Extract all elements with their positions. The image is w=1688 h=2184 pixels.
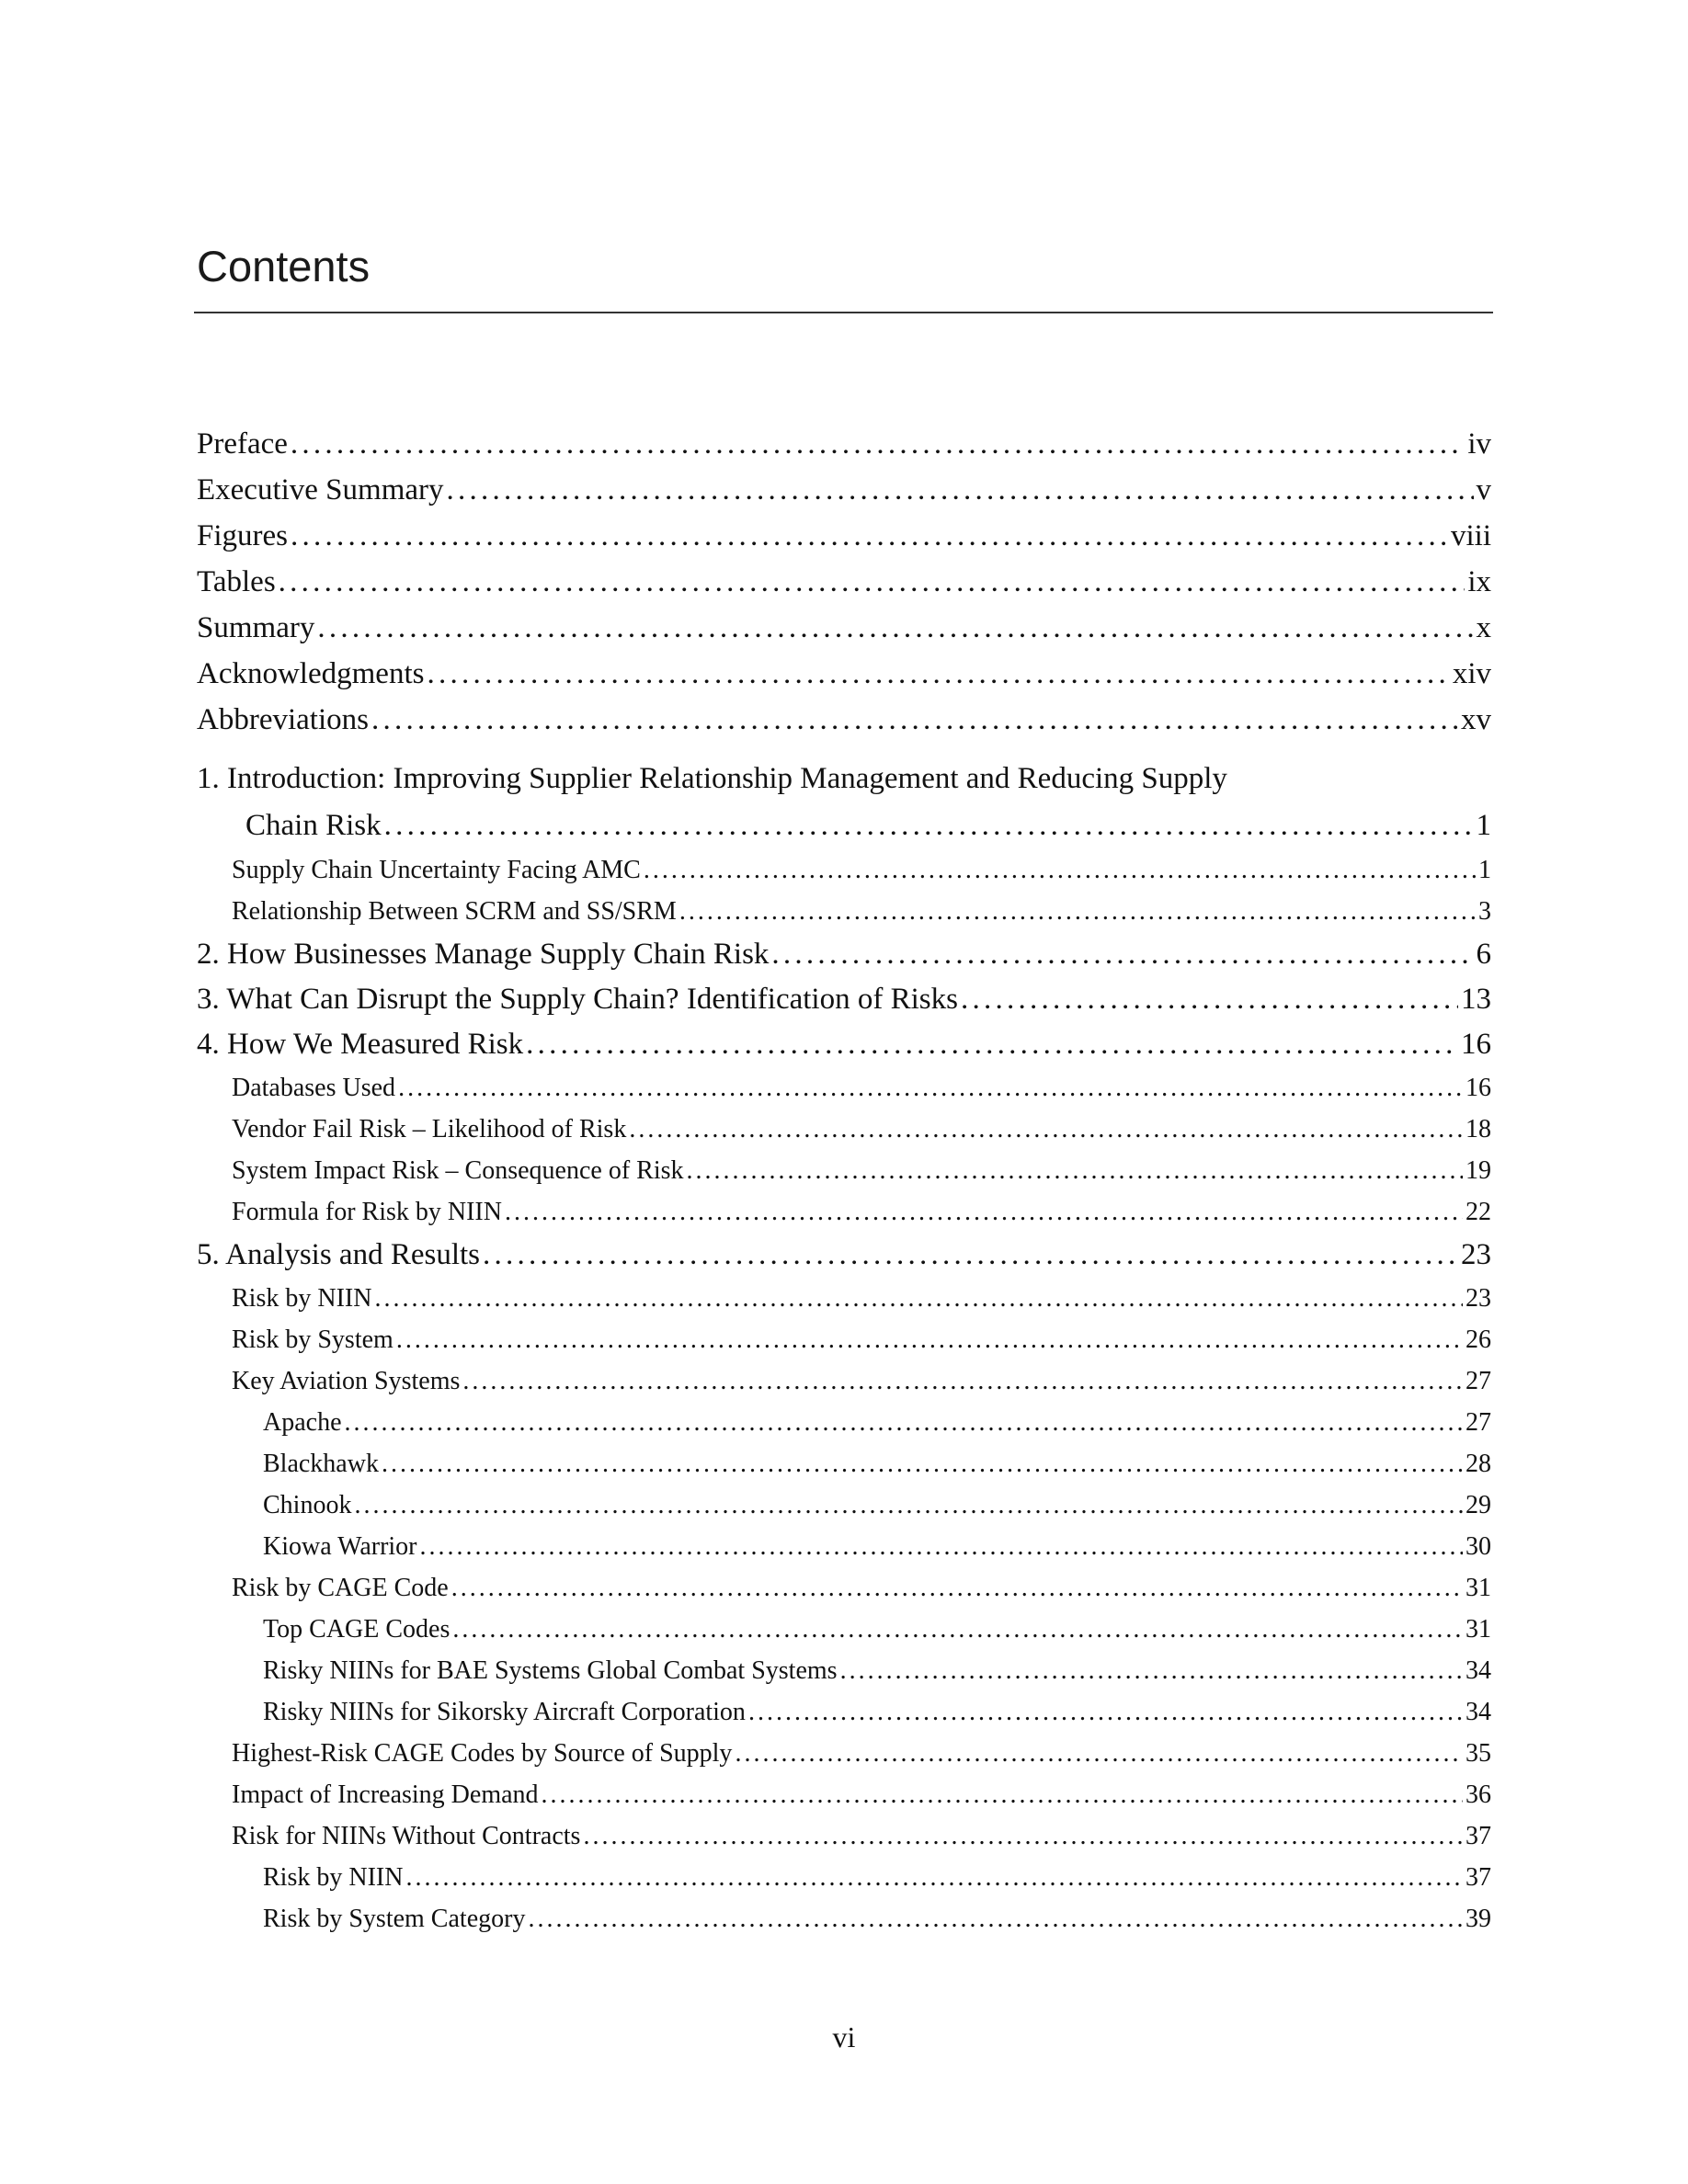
toc-entry-title: Preface <box>197 427 288 461</box>
toc-entry-page: 27 <box>1466 1367 1491 1395</box>
toc-entry-page: 1 <box>1476 809 1491 842</box>
front-matter-list <box>197 421 1491 743</box>
toc-entry-page: 19 <box>1466 1156 1491 1185</box>
dot-leader <box>447 467 1474 513</box>
dot-leader <box>345 1402 1463 1443</box>
toc-entry[interactable] <box>197 891 1491 932</box>
dot-leader <box>583 1815 1463 1857</box>
toc-entry[interactable] <box>197 513 1491 559</box>
toc-entry-page: 1 <box>1478 856 1491 884</box>
dot-leader <box>961 977 1458 1022</box>
toc-entry-title: Risk by System <box>232 1325 393 1354</box>
toc-entry-page: 23 <box>1461 1238 1491 1271</box>
dot-leader <box>291 513 1448 559</box>
toc-entry-title: Blackhawk <box>263 1450 379 1478</box>
dot-leader <box>462 1360 1463 1402</box>
toc-entry-title: Highest-Risk CAGE Codes by Source of Supply <box>232 1739 733 1768</box>
dot-leader <box>526 1022 1458 1067</box>
dot-leader <box>384 802 1474 849</box>
toc-entry-title: Summary <box>197 611 315 644</box>
toc-entry-title: Risky NIINs for Sikorsky Aircraft Corporation <box>263 1698 746 1726</box>
toc-entry[interactable] <box>197 1774 1491 1815</box>
toc-entry[interactable] <box>197 1691 1491 1733</box>
toc-entry[interactable] <box>197 1278 1491 1319</box>
toc-entry-title: Abbreviations <box>197 703 369 736</box>
toc-entry[interactable] <box>197 1815 1491 1857</box>
toc-entry-title: 5. Analysis and Results <box>197 1238 481 1271</box>
toc-entry-title: Impact of Increasing Demand <box>232 1780 539 1809</box>
toc-entry[interactable] <box>197 605 1491 651</box>
dot-leader <box>420 1526 1463 1567</box>
toc-entry-page: 31 <box>1466 1615 1491 1644</box>
toc-entry-title: Risk by NIIN <box>232 1284 372 1313</box>
dot-leader <box>542 1774 1463 1815</box>
toc-entry[interactable] <box>197 1109 1491 1150</box>
toc-entry-page: xiv <box>1452 657 1491 690</box>
toc-entry[interactable] <box>197 849 1491 891</box>
toc-entry-page: 27 <box>1466 1408 1491 1437</box>
toc-entry[interactable] <box>197 1319 1491 1360</box>
dot-leader <box>371 697 1458 743</box>
toc-entry-title: System Impact Risk – Consequence of Risk <box>232 1156 684 1185</box>
toc-entry-title: Formula for Risk by NIIN <box>232 1198 502 1226</box>
toc-entry-page: 13 <box>1461 983 1491 1016</box>
toc-entry-page: 16 <box>1461 1028 1491 1061</box>
toc-entry-title: Risk by CAGE Code <box>232 1574 449 1602</box>
toc-entry-title: Figures <box>197 519 288 552</box>
toc-entry-page: 16 <box>1466 1074 1491 1102</box>
toc-entry-title-continued: Chain Risk <box>245 809 382 842</box>
dot-leader <box>840 1650 1463 1691</box>
toc-entry-title: Tables <box>197 565 276 598</box>
dot-leader <box>398 1067 1463 1109</box>
toc-entry[interactable] <box>197 1191 1491 1233</box>
toc-entry[interactable] <box>197 1360 1491 1402</box>
dot-leader <box>396 1319 1463 1360</box>
toc-entry[interactable] <box>197 1567 1491 1609</box>
dot-leader <box>771 932 1473 977</box>
toc-entry-page: 3 <box>1478 897 1491 926</box>
toc-entry-page: 37 <box>1466 1822 1491 1850</box>
toc-entry-page: 36 <box>1466 1780 1491 1809</box>
toc-entry-page: 31 <box>1466 1574 1491 1602</box>
toc-entry-title: Supply Chain Uncertainty Facing AMC <box>232 856 641 884</box>
dot-leader <box>687 1150 1463 1191</box>
toc-entry-page: 37 <box>1466 1863 1491 1892</box>
dot-leader <box>644 849 1476 891</box>
toc-entry[interactable] <box>197 1609 1491 1650</box>
dot-leader <box>374 1278 1463 1319</box>
toc-entry[interactable] <box>197 932 1491 977</box>
dot-leader <box>382 1443 1463 1484</box>
toc-entry-title: Risk by NIIN <box>263 1863 404 1892</box>
toc-entry-title: Apache <box>263 1408 342 1437</box>
toc-entry[interactable] <box>197 421 1491 467</box>
toc-entry[interactable] <box>197 1022 1491 1067</box>
toc-entry[interactable] <box>197 1650 1491 1691</box>
toc-entry-title: 4. How We Measured Risk <box>197 1028 524 1061</box>
dot-leader <box>735 1733 1463 1774</box>
toc-entry[interactable] <box>197 1484 1491 1526</box>
dot-leader <box>748 1691 1463 1733</box>
toc-entry-page: 22 <box>1466 1198 1491 1226</box>
toc-entry[interactable] <box>197 467 1491 513</box>
toc-entry-page: x <box>1476 611 1491 644</box>
toc-entry-title: Top CAGE Codes <box>263 1615 451 1644</box>
toc-entry-title: Key Aviation Systems <box>232 1367 461 1395</box>
dot-leader <box>452 1609 1463 1650</box>
toc-entry-page: 34 <box>1466 1698 1491 1726</box>
toc-entry-page: 18 <box>1466 1115 1491 1143</box>
toc-entry[interactable] <box>197 1150 1491 1191</box>
toc-entry-title: Risky NIINs for BAE Systems Global Combat Systems <box>263 1656 838 1685</box>
toc-entry[interactable] <box>197 1067 1491 1109</box>
toc-entry-page: viii <box>1450 519 1491 552</box>
toc-entry[interactable] <box>197 1526 1491 1567</box>
toc-entry-title: 3. What Can Disrupt the Supply Chain? Identification of Risks <box>197 983 958 1016</box>
dot-leader <box>354 1484 1463 1526</box>
dot-leader <box>317 605 1473 651</box>
toc-entry-chapter-1[interactable] <box>197 756 1491 849</box>
toc-entry-title: 1. Introduction: Improving Supplier Relationship Management and Reducing Supply <box>197 762 1227 795</box>
toc-entry-page: 35 <box>1466 1739 1491 1768</box>
toc-entry-page: xv <box>1461 703 1491 736</box>
toc-entry-title: 2. How Businesses Manage Supply Chain Risk <box>197 938 770 971</box>
toc-entry[interactable] <box>197 1233 1491 1278</box>
toc-entry[interactable] <box>197 1898 1491 1939</box>
toc-entry[interactable] <box>197 697 1491 743</box>
toc-entry[interactable] <box>197 651 1491 697</box>
toc-entry-page: 28 <box>1466 1450 1491 1478</box>
toc-entry-page: 6 <box>1476 938 1491 971</box>
toc-entry-page: 34 <box>1466 1656 1491 1685</box>
contents-heading: Contents <box>197 242 371 290</box>
dot-leader <box>427 651 1449 697</box>
toc-entry[interactable] <box>197 1733 1491 1774</box>
toc-entry-page: 23 <box>1466 1284 1491 1313</box>
toc-entry-title: Relationship Between SCRM and SS/SRM <box>232 897 677 926</box>
toc-entry-title: Risk for NIINs Without Contracts <box>232 1822 581 1850</box>
dot-leader <box>279 559 1466 605</box>
toc-entry-page: 39 <box>1466 1905 1491 1933</box>
toc-entry-title: Kiowa Warrior <box>263 1532 417 1561</box>
dot-leader <box>483 1233 1458 1278</box>
toc-entry-title: Chinook <box>263 1491 352 1519</box>
toc-entry[interactable] <box>197 559 1491 605</box>
table-of-contents <box>197 421 1491 1939</box>
toc-entry-title: Executive Summary <box>197 473 444 506</box>
toc-entry-page: 30 <box>1466 1532 1491 1561</box>
toc-entry-page: ix <box>1467 565 1491 598</box>
toc-entry-page: 26 <box>1466 1325 1491 1354</box>
toc-entry-title: Acknowledgments <box>197 657 425 690</box>
toc-entry-list <box>197 849 1491 1939</box>
toc-entry-page: v <box>1476 473 1491 506</box>
dot-leader <box>679 891 1476 932</box>
dot-leader <box>451 1567 1463 1609</box>
page-number: vi <box>832 2020 856 2053</box>
dot-leader <box>405 1857 1463 1898</box>
toc-entry-title: Risk by System Category <box>263 1905 526 1933</box>
toc-entry-page: 29 <box>1466 1491 1491 1519</box>
dot-leader <box>505 1191 1463 1233</box>
toc-entry[interactable] <box>197 977 1491 1022</box>
dot-leader <box>528 1898 1463 1939</box>
toc-entry-page: iv <box>1467 427 1491 461</box>
heading-rule <box>194 312 1493 313</box>
toc-entry-title: Vendor Fail Risk – Likelihood of Risk <box>232 1115 627 1143</box>
toc-entry-title: Databases Used <box>232 1074 396 1102</box>
dot-leader <box>291 421 1465 467</box>
dot-leader <box>629 1109 1463 1150</box>
toc-entry[interactable] <box>197 1443 1491 1484</box>
toc-entry[interactable] <box>197 1857 1491 1898</box>
toc-entry[interactable] <box>197 1402 1491 1443</box>
